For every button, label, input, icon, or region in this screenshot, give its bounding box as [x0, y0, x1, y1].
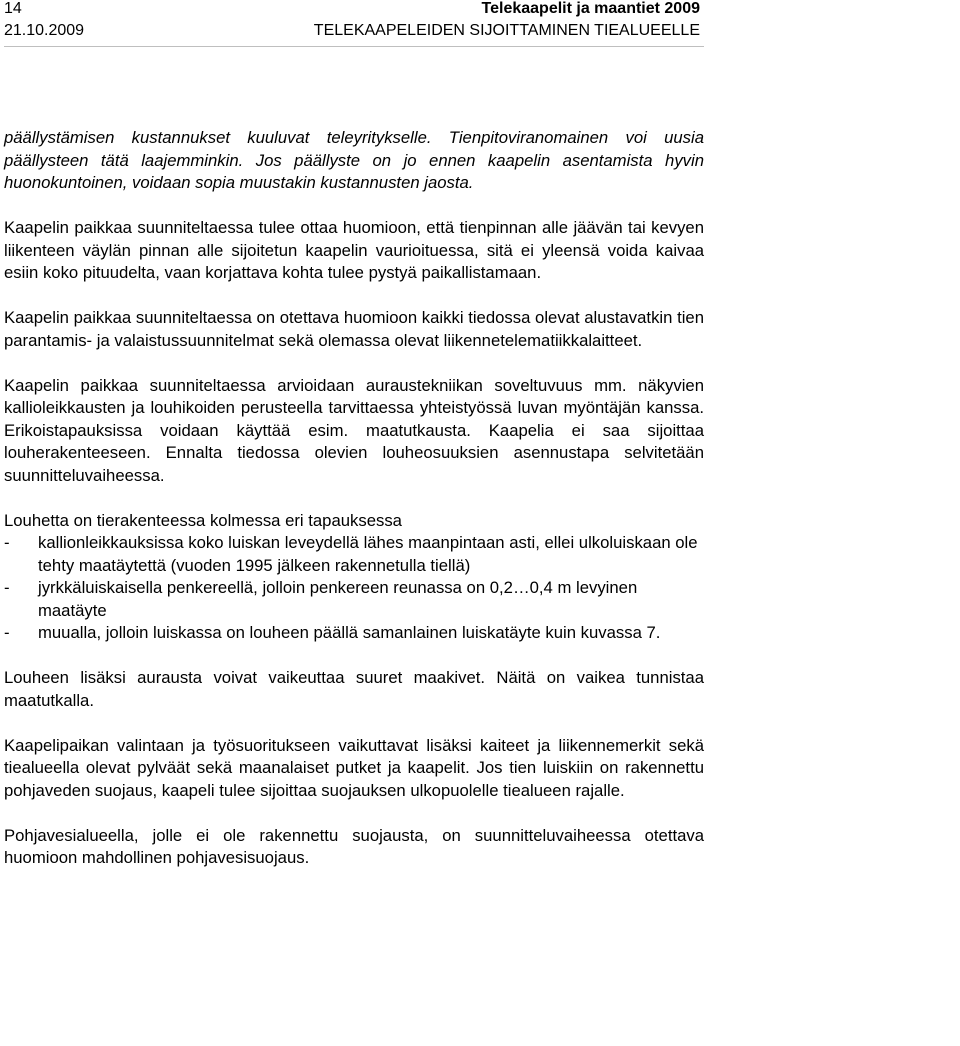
paragraph-road-plans: Kaapelin paikkaa suunniteltaessa on otettava huomioon kaikki tiedossa olevat alustavatkin tien parantamis- ja valaistussuunnitelmat sekä olemassa olevat liikennetelematiikkalaitteet. [4, 308, 704, 350]
rock-fill-cases-list [4, 532, 704, 645]
list-item [4, 532, 704, 577]
header-subtitle: TELEKAAPELEIDEN SIJOITTAMINEN TIEALUEELLE [313, 22, 700, 39]
paragraph-boulders: Louheen lisäksi aurausta voivat vaikeuttaa suuret maakivet. Näitä on vaikea tunnistaa maatutkalla. [4, 668, 704, 710]
list-dash: - [4, 623, 10, 642]
list-item-text: jyrkkäluiskaisella penkereellä, jolloin penkereen reunassa on 0,2…0,4 m levyinen maatäyte [38, 578, 638, 620]
list-item-text: kallionleikkauksissa koko luiskan leveydellä lähes maanpintaan asti, ellei ulkoluiskaan ole tehty maatäytettä (vuoden 1995 jälkeen rakennetulla tiellä) [38, 533, 698, 575]
paragraph-groundwater: Pohjavesialueella, jolle ei ole rakennettu suojausta, on suunnitteluvaiheessa otettava huomioon mahdollinen pohjavesisuojaus. [4, 825, 704, 867]
header-date: 21.10.2009 [4, 22, 85, 39]
paragraph-cost-sharing: päällystämisen kustannukset kuuluvat teleyritykselle. Tienpitoviranomainen voi uusia päällysteen tätä laajemminkin. Jos päällyste on jo ennen kaapelin asentamista hyvin huonokuntoinen, voidaan sopia muustakin kustannusten jaosta. [4, 128, 704, 192]
list-item-text: muualla, jolloin luiskassa on louheen päällä samanlainen luiskatäyte kuin kuvassa 7. [38, 623, 661, 642]
list-item [4, 577, 704, 622]
paragraph-obstacles: Kaapelipaikan valintaan ja työsuoritukseen vaikuttavat lisäksi kaiteet ja liikennemerkit sekä tiealueella olevat pylväät sekä maanalaiset putket ja kaapelit. Jos tien luiskiin on rakennettu pohjaveden suojaus, kaapeli tulee sijoittaa suojauksen ulkopuolelle tiealueen rajalle. [4, 735, 704, 800]
list-dash: - [4, 533, 10, 552]
header-title: Telekaapelit ja maantiet 2009 [481, 0, 700, 17]
paragraph-cable-location: Kaapelin paikkaa suunniteltaessa tulee ottaa huomioon, että tienpinnan alle jäävän tai kevyen liikenteen väylän pinnan alle sijoitetun kaapelin vaurioituessa, sitä ei yleensä voida kaivaa esiin koko pituudelta, vaan korjattava kohta tulee pystyä paikallistamaan. [4, 218, 704, 282]
list-dash: - [4, 578, 10, 597]
list-item [4, 622, 704, 645]
body-text [4, 127, 704, 892]
paragraph-rock-fill-intro: Louhetta on tierakenteessa kolmessa eri tapauksessa [4, 510, 402, 530]
header-divider [4, 46, 704, 47]
paragraph-ploughing-technique: Kaapelin paikkaa suunniteltaessa arvioidaan auraustekniikan soveltuvuus mm. näkyvien kallioleikkausten ja louhikoiden perusteella tarvittaessa yhteistyössä luvan myöntäjän kanssa. Erikoistapauksissa voidaan käyttää esim. maatutkausta. Kaapelia ei saa sijoittaa louherakenteeseen. Ennalta tiedossa olevien louheosuuksien asennustapa selvitetään suunnitteluvaiheessa. [4, 375, 704, 485]
page-number: 14 [4, 0, 22, 17]
